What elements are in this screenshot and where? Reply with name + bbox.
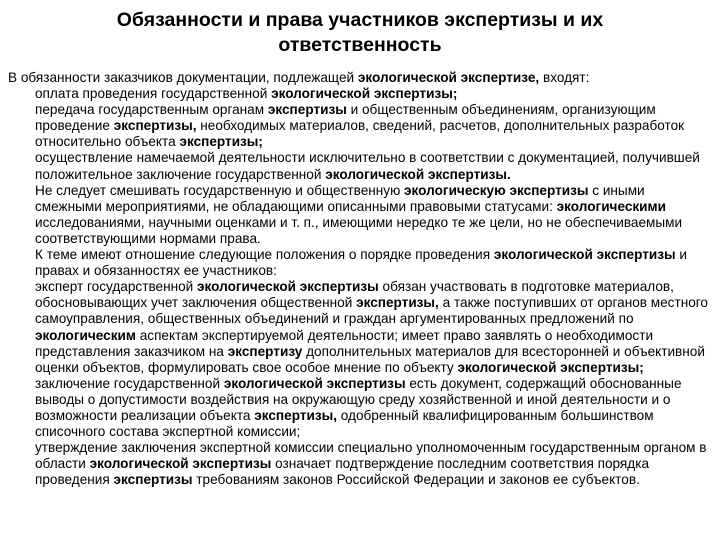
run: означает подтверждение последним соответствия порядка проведения <box>35 456 650 488</box>
cont-bold: экологической экспертизы; <box>271 86 458 102</box>
run-bold: экспертизы, <box>254 407 337 423</box>
run: требованиям законов Российской Федерации и законов ее субъектов. <box>192 472 640 488</box>
run-bold: экологической экспертизы. <box>325 166 511 182</box>
run: эксперт государственной <box>35 279 198 295</box>
paragraph-5 <box>8 279 712 376</box>
run-bold: экологической экспертизы <box>223 375 406 391</box>
run: передача государственным органам <box>35 102 268 118</box>
run: Не следует смешивать государственную и общественную <box>35 182 405 198</box>
run: и правах и обязанностях ее участников: <box>35 247 687 279</box>
run: и общественным объединениям, организующим проведение <box>35 102 656 134</box>
run: с иными смежными мероприятиями, не обладающими описанными правовыми статусами: <box>35 182 645 214</box>
run-bold: экспертизы; <box>179 134 263 150</box>
intro-tail: входят: <box>539 70 590 85</box>
run: утверждение заключения экспертной комиссии специально уполномоченным государственным органом в области <box>35 440 707 472</box>
paragraph-7 <box>8 440 712 488</box>
run: заключение государственной <box>35 375 224 391</box>
run-bold: экологической экспертизы; <box>457 359 644 375</box>
run-bold: экологическую экспертизы <box>404 182 589 198</box>
intro-bold: экологической экспертизе, <box>357 70 540 85</box>
run-bold: экспертизы, <box>113 118 197 134</box>
paragraph-1 <box>8 102 712 150</box>
paragraph-3 <box>8 183 712 247</box>
run: есть документ, содержащий обоснованные выводы о допустимости воздействия на окружающую среду хозяйственной и иной деятельности и о возможности реализации объекта <box>35 375 682 423</box>
paragraph-2 <box>8 150 712 182</box>
run-bold: экологической экспертизы <box>493 247 676 263</box>
run: осуществление намечаемой деятельности исключительно в соответствии с документацией, получившей положительное заключение государственной <box>35 150 700 182</box>
page-title: Обязанности и права участников экспертизы и их ответственность <box>116 9 604 56</box>
paragraph-4 <box>8 247 712 279</box>
run: исследованиями, научными оценками и т. п., имеющими нередко те же цели, но не обеспечиваемыми соответствующими нормами права. <box>35 214 683 246</box>
run: одобренный квалифицированным большинством списочного состава экспертной комиссии; <box>35 407 654 440</box>
run-bold: экспертизы <box>267 102 347 118</box>
cont-text: оплата проведения государственной <box>35 86 272 102</box>
run: дополнительных материалов для всесторонней и объективной оценки объектов, формулировать свое особое мнение по объекту <box>35 343 705 375</box>
run-bold: экспертизы <box>113 472 193 488</box>
run-bold: экспертизы, <box>356 295 439 311</box>
run-bold: экологической экспертизы <box>89 456 272 472</box>
run: обязан участвовать в подготовке материалов, обосновывающих учет заключения общественной <box>35 279 674 311</box>
intro-text: В обязанности заказчиков документации, подлежащей <box>8 70 358 85</box>
run: К теме имеют отношение следующие положения о порядке проведения <box>35 247 494 263</box>
paragraph-0-continuation <box>8 86 712 102</box>
paragraph-6 <box>8 376 712 440</box>
run: а также поступивших от органов местного самоуправления, общественных объединений и граждан аргументированных предложений по <box>35 295 708 327</box>
run: необходимых материалов, сведений, расчетов, дополнительных разработок относительно объекта <box>35 118 685 150</box>
paragraph-0 <box>8 70 712 102</box>
run-bold: экспертизу <box>227 343 303 359</box>
run: аспектам экспертируемой деятельности; имеет право заявлять о необходимости представления заказчиком на <box>35 327 654 359</box>
run-bold: экологическими <box>556 198 666 214</box>
run-bold: экологической экспертизы <box>197 279 379 295</box>
body-text <box>8 70 712 488</box>
run-bold: экологическим <box>35 327 136 343</box>
